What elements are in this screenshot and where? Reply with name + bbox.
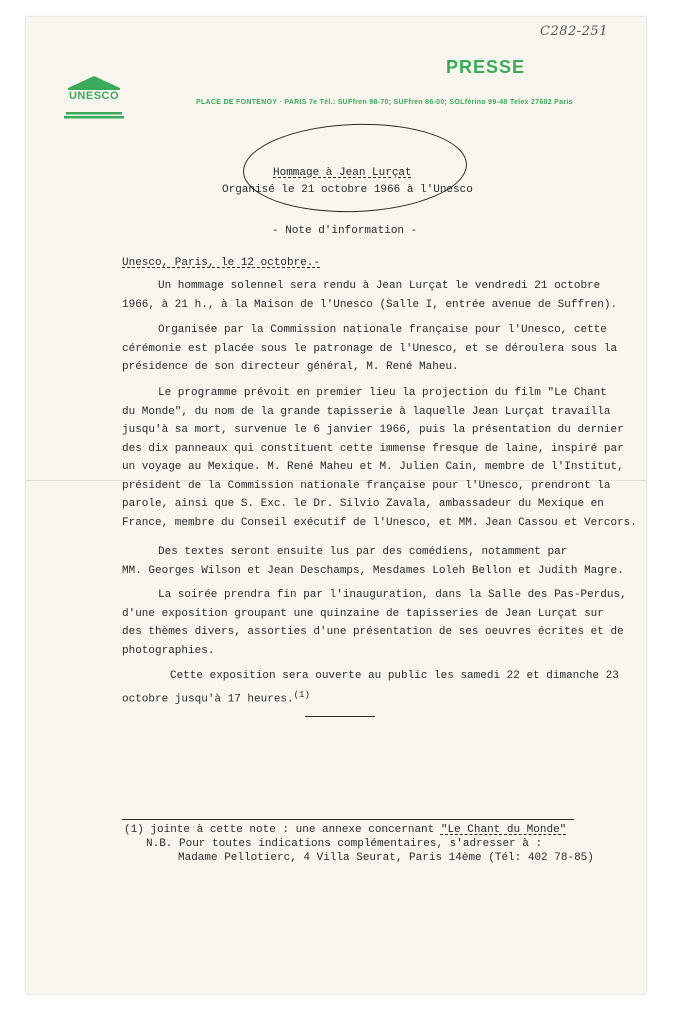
paragraph-line	[122, 686, 602, 705]
title-line-1: Hommage à Jean Lurçat	[273, 167, 412, 179]
paragraph-line: Des textes seront ensuite lus par des comédiens, notamment par	[158, 546, 568, 558]
paragraph-line: Le programme prévoit en premier lieu la projection du film "Le Chant	[158, 387, 607, 399]
reference-number: C282-251	[540, 24, 608, 39]
paragraph-line: Un hommage solennel sera rendu à Jean Lurçat le vendredi 21 octobre	[158, 280, 601, 292]
paragraph-3	[122, 384, 637, 532]
dateline: Unesco, Paris, le 12 octobre.-	[122, 257, 321, 269]
footnote-1	[124, 823, 566, 838]
paragraph-6	[122, 667, 619, 706]
paragraph-line: parole, ainsi que S. Exc. le Dr. Silvio Zavala, ambassadeur du Mexique en	[122, 498, 604, 510]
paragraph-line-text: octobre jusqu'à 17 heures.	[122, 693, 294, 706]
paragraph-line: photographies.	[122, 644, 215, 657]
paragraph-line: France, membre du Conseil exécutif de l'Unesco, et MM. Jean Cassou et Vercors.	[122, 516, 637, 529]
paragraph-line: MM. Georges Wilson et Jean Deschamps, Mesdames Loleh Bellon et Judith Magre.	[122, 564, 624, 577]
footnote-text: (1) jointe à cette note : une annexe concernant	[124, 824, 441, 836]
paragraph-line: jusqu'à sa mort, survenue le 6 janvier 1966, puis la présentation du dernier	[122, 424, 624, 436]
paragraph-line: d'une exposition groupant une quinzaine de tapisseries de Jean Lurçat sur	[122, 607, 604, 620]
footnote-film-title: "Le Chant du Monde"	[440, 824, 567, 836]
paragraph-line: Cette exposition sera ouverte au public les samedi 22 et dimanche 23	[170, 670, 619, 682]
paragraph-line: du Monde", du nom de la grande tapisserie à laquelle Jean Lurçat travailla	[122, 405, 611, 418]
paragraph-1	[122, 277, 618, 314]
subtitle: - Note d'information -	[272, 225, 418, 237]
footnote-divider	[122, 819, 574, 820]
paragraph-5	[122, 586, 627, 660]
paragraph-line: présidence de son directeur général, M. René Maheu.	[122, 361, 459, 373]
title-line-2: Organisé le 21 octobre 1966 à l'Unesco	[222, 184, 473, 196]
paragraph-line: cérémonie est placée sous le patronage de l'Unesco, et se déroulera sous la	[122, 342, 618, 355]
logo-text: UNESCO	[68, 90, 120, 102]
paragraph-line: un voyage au Mexique. M. René Maheu et M. Julien Cain, membre de l'Institut,	[122, 461, 624, 473]
press-label: PRESSE	[446, 57, 526, 77]
paragraph-line: des thèmes divers, assorties d'une présentation de ses oeuvres écrites et de	[122, 626, 624, 638]
section-divider	[305, 716, 375, 717]
footnote-mark: (1)	[293, 689, 310, 700]
paragraph-line: des dix panneaux qui constituent cette immense fresque de laine, inspiré par	[122, 442, 624, 455]
paragraph-line: La soirée prendra fin par l'inauguration, dans la Salle des Pas-Perdus,	[158, 589, 627, 601]
paragraph-line: président de la Commission nationale française pour l'Unesco, prendront la	[122, 479, 611, 492]
letterhead-address: PLACE DE FONTENOY · PARIS 7e Tél.: SUFfren 98-70; SUFfren 86-00; SOLférino 99-48 Telex 27602 Paris	[196, 99, 573, 106]
paragraph-2	[122, 321, 618, 377]
paragraph-4	[122, 543, 624, 580]
paragraph-line: 1966, à 21 h., à la Maison de l'Unesco (Salle I, entrée avenue de Suffren).	[122, 298, 618, 311]
paragraph-line: Organisée par la Commission nationale française pour l'Unesco, cette	[158, 324, 607, 336]
footnote-nb: N.B. Pour toutes indications complémentaires, s'adresser à :	[146, 838, 543, 850]
footnote-contact: Madame Pellotierc, 4 Villa Seurat, Paris 14ème (Tél: 402 78-85)	[178, 852, 594, 864]
